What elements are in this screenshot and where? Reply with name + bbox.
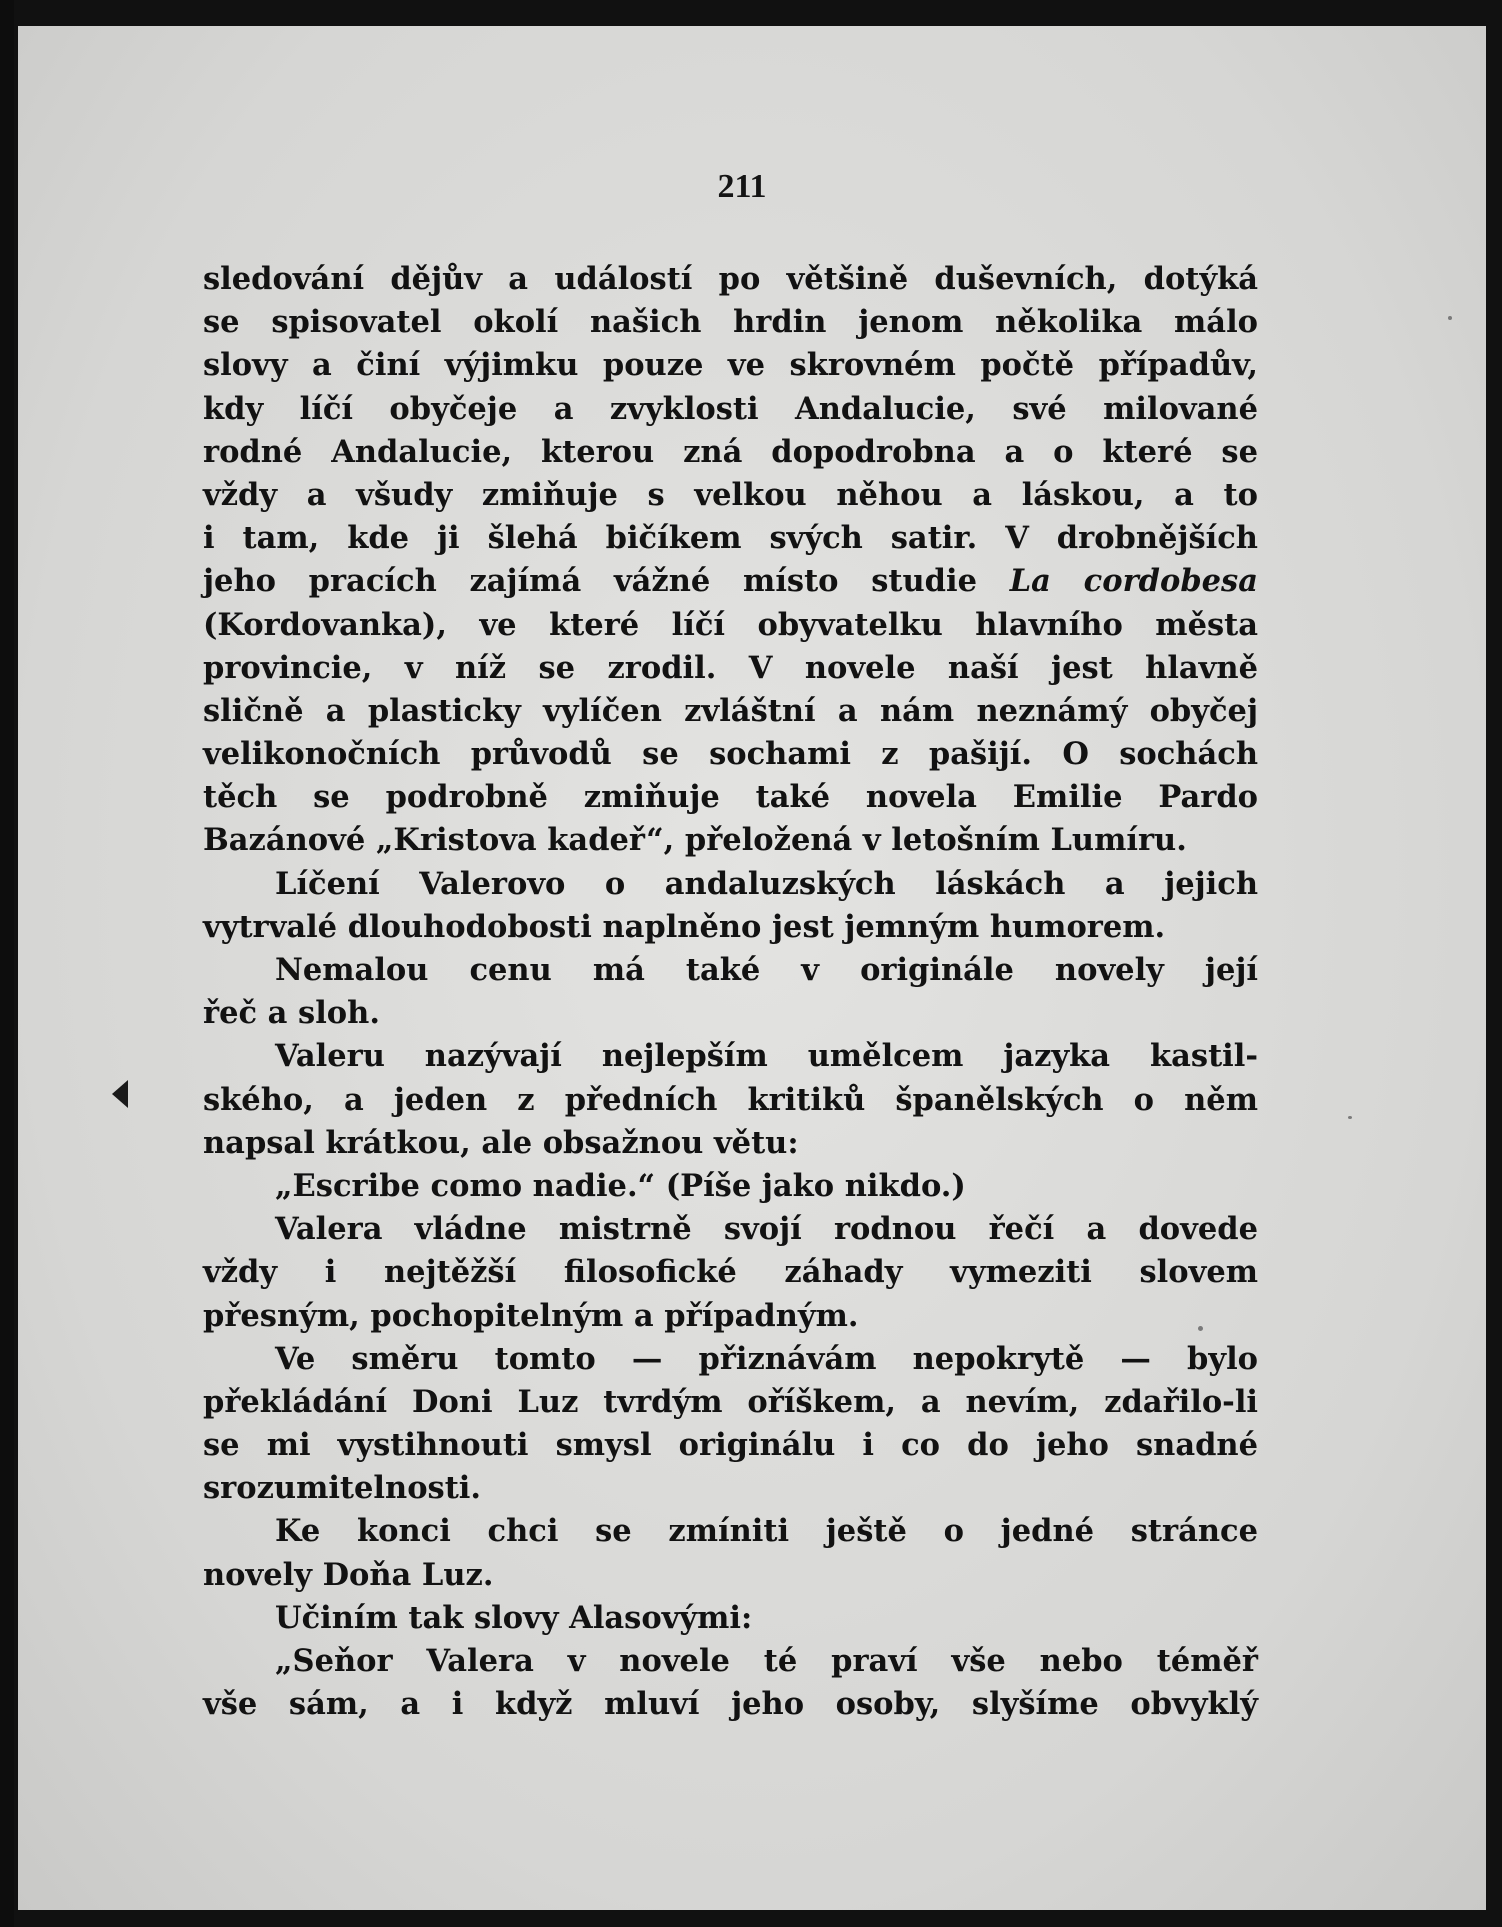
text-line-content: „Escribe como nadie.“ (Píše jako nikdo.) — [275, 1167, 966, 1204]
text-line — [203, 1467, 1258, 1510]
text-line — [203, 474, 1258, 517]
text-line-content: rodné Andalucie, kterou zná dopodrobna a o které se — [203, 433, 1258, 470]
paper-speck — [1198, 1326, 1203, 1331]
text-line-content: i tam, kde ji šlehá bičíkem svých satir. V drobnějších — [203, 520, 1258, 557]
text-line — [203, 906, 1258, 949]
text-line-content: vše sám, a i když mluví jeho osoby, slyšíme obvyklý — [203, 1686, 1258, 1723]
text-line — [203, 1381, 1258, 1424]
text-line-content: provincie, v níž se zrodil. V novele naší jest hlavně — [203, 649, 1258, 686]
text-line — [203, 301, 1258, 344]
text-line-content: vždy a všudy zmiňuje s velkou něhou a láskou, a to — [203, 476, 1258, 513]
text-line-content: Bazánové „Kristova kadeř“, přeložená v letošním Lumíru. — [203, 822, 1187, 859]
text-line — [203, 1208, 1258, 1251]
text-line-content: (Kordovanka), ve které líčí obyvatelku hlavního města — [203, 606, 1258, 643]
text-line-content: Valeru nazývají nejlepším umělcem jazyka kastil- — [275, 1038, 1258, 1075]
text-line-content: překládání Doni Luz tvrdým oříškem, a nevím, zdařilo-li — [203, 1383, 1258, 1420]
text-line — [203, 517, 1258, 560]
text-line-content: se mi vystihnouti smysl originálu i co do jeho snadné — [203, 1427, 1258, 1464]
text-line — [203, 690, 1258, 733]
text-line-content: jeho pracích zajímá vážné místo studie — [203, 563, 1010, 600]
text-line — [203, 1424, 1258, 1467]
text-line — [203, 258, 1258, 301]
text-line — [203, 1295, 1258, 1338]
text-line-content: novely Doňa Luz. — [203, 1556, 494, 1593]
text-line-content: sledování dějův a událostí po většině duševních, dotýká — [203, 261, 1258, 297]
text-line — [203, 647, 1258, 690]
text-line-content: „Seňor Valera v novele té praví vše nebo téměř — [275, 1643, 1258, 1679]
text-line-content: kdy líčí obyčeje a zvyklosti Andalucie, své milované — [203, 390, 1258, 427]
text-line — [203, 344, 1258, 387]
text-line — [203, 604, 1258, 647]
book-page — [18, 26, 1486, 1910]
text-line — [203, 1338, 1258, 1381]
text-line — [203, 819, 1258, 862]
text-line-content: Nemalou cenu má také v originále novely její — [275, 952, 1258, 988]
text-line-content: Ke konci chci se zmíniti ještě o jedné stránce — [275, 1513, 1258, 1550]
text-line — [203, 776, 1258, 819]
text-line — [203, 1251, 1258, 1294]
binding-edge — [0, 0, 14, 1927]
text-line-content: slovy a činí výjimku pouze ve skrovném počtě případův, — [203, 347, 1258, 384]
paper-speck — [1348, 1116, 1352, 1119]
text-line — [203, 1640, 1258, 1683]
text-line-content: sličně a plasticky vylíčen zvláštní a nám neznámý obyčej — [203, 692, 1258, 729]
text-line-content: řeč a sloh. — [203, 995, 380, 1032]
page-number: 211 — [717, 168, 767, 205]
text-line — [203, 1035, 1258, 1078]
text-line — [203, 949, 1258, 992]
italic-title: La cordobesa — [1009, 563, 1258, 600]
text-line — [203, 1554, 1258, 1597]
text-line-content: Valera vládne mistrně svojí rodnou řečí a dovede — [275, 1211, 1258, 1248]
text-line — [203, 733, 1258, 776]
text-line-content: Učiním tak slovy Alasovými: — [275, 1599, 753, 1636]
text-line-content: ského, a jeden z předních kritiků španělských o něm — [203, 1081, 1258, 1118]
text-line — [203, 560, 1258, 603]
text-line-content: napsal krátkou, ale obsažnou větu: — [203, 1124, 799, 1161]
text-line-content: Ve směru tomto — přiznávám nepokrytě — bylo — [275, 1340, 1258, 1377]
text-line-content: vytrvalé dlouhodobosti naplněno jest jemným humorem. — [203, 908, 1166, 945]
margin-mark-icon — [112, 1080, 128, 1108]
text-line-content: přesným, pochopitelným a případným. — [203, 1297, 859, 1334]
text-line — [203, 1122, 1258, 1165]
paper-speck — [1448, 316, 1452, 320]
text-line — [203, 1683, 1258, 1726]
text-line — [203, 992, 1258, 1035]
text-line-content: Líčení Valerovo o andaluzských láskách a jejich — [275, 865, 1258, 902]
text-line — [203, 863, 1258, 906]
text-line-content: velikonočních průvodů se sochami z pašijí. O sochách — [203, 736, 1258, 773]
body-text — [203, 258, 1258, 1726]
text-line — [203, 431, 1258, 474]
text-line — [203, 1079, 1258, 1122]
text-line-content: těch se podrobně zmiňuje také novela Emilie Pardo — [203, 779, 1258, 816]
text-line — [203, 1510, 1258, 1553]
text-line-content: se spisovatel okolí našich hrdin jenom několika málo — [203, 304, 1258, 341]
text-line-content: srozumitelnosti. — [203, 1470, 481, 1507]
text-line — [203, 1165, 1258, 1208]
text-line — [203, 388, 1258, 431]
text-line-content: vždy i nejtěžší filosofické záhady vymeziti slovem — [203, 1254, 1258, 1291]
text-line — [203, 1597, 1258, 1640]
